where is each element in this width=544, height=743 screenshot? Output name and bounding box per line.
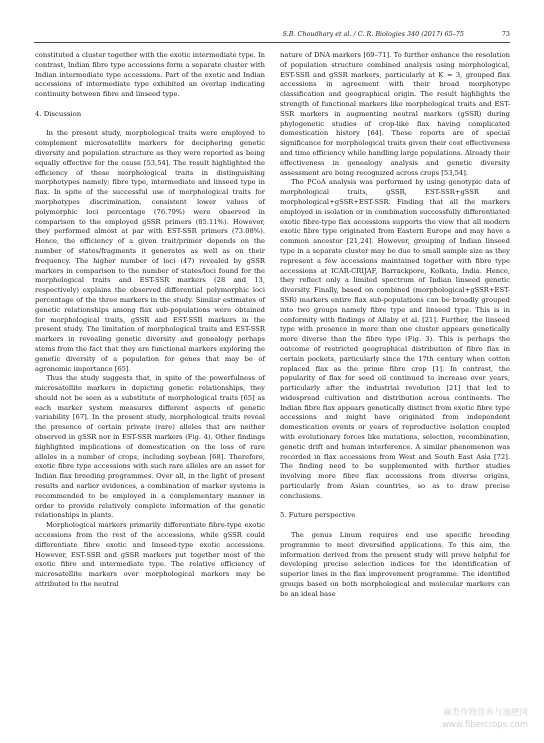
left-column xyxy=(35,51,265,590)
paragraph: The genus Linum requires end use specific breeding programme to meet diversified applications. To this aim, the information derived from the present study will prove helpful for developing precise selection indices for the identification of superior lines in the flax improvement programme. The identified groups based on both morphological and molecular markers can be an ideal base xyxy=(280,531,510,598)
paragraph: In the present study, morphological traits were employed to complement microsatellite markers for deciphering genetic diversity and population structure as they were reported as being equally effective for the cause [53,54]. The result highlighted the efficiency of these morphological traits in distinguishing morphotypes namely; fibre type, intermediate and linseed type in flax. In spite of the successful use of morphological traits for morphotypes discrimination, consistent lower values of polymorphic loci percentage (76.79%) were observed in comparison to the employed gSSR primers (85.11%). However, they performed almost at par with EST-SSR primers (73.08%). Hence, the efficiency of a given trait/primer depends on the number of states/fragments it generates as well as on their frequency. The higher number of loci (47) revealed by gSSR markers in comparison to the number of states/loci found for the morphological traits and EST-SSR markers (28 and 13, respectively) explains the observed differential polymorphic loci percentage of the three markers in the study. Similar estimates of genetic relationships among flax sub-populations were obtained for morphological traits, gSSR and EST-SSR markers in the present study. The limitation of morphological traits and EST-SSR markers in revealing genetic diversity and genealogy perhaps stems from the fact that they are functional markers exploring the genetic diversity of a population for genes that may be of agronomic importance [65]. xyxy=(35,129,265,373)
section-heading-future-perspective: 5. Future perspective xyxy=(280,511,356,520)
running-head xyxy=(34,30,510,42)
paragraph: Thus the study suggests that, in spite of the powerfulness of microsatellite markers in depicting genetic relationships, they should not be seen as a substitute of morphological traits [65] as each marker system measures different aspects of genetic variability [67]. In the present study, morphological traits reveal the presence of certain private (rare) alleles that are neither observed in gSSR nor in EST-SSR markers (Fig. 4). Other findings highlighted implications of domestication on the loss of rare alleles in a number of crops, including soybean [68]. Therefore, exotic fibre type accessions with such rare alleles are an asset for Indian flax breeding programmes. Over all, in the light of present results and earlier evidences, a combination of marker systems is recommended to be employed in a complementary manner in order to provide relatively complete information of the genetic relationships in plants. xyxy=(35,374,265,520)
paragraph: The PCoA analysis was performed by using genotypic data of morphological traits, gSSR, EST-SSR+gSSR and morphological+gSSR+EST-SSR. Finding that all the markers employed in isolation or in combination successfully differentiated exotic fibre-type flax accessions supports the view that all modern exotic fibre type originated from Eastern Europe and may have a common ancestor [21,24]. However, grouping of Indian linseed type in a separate cluster may be due to small sample size as they represent a few accessions maintained together with fibre type accessions at ICAR-CRIJAF, Barrackpore, Kolkata, India. Hence, they reflect only a limited spectrum of Indian linseed genetic diversity. Finally, based on combined (morphological+gSSR+EST-SSR) markers entire flax sub-populations can be broadly grouped into two groups namely fibre type and linseed type. This is in conformity with findings of Allaby et al. [21]. Further, the linseed type with presence in more than one cluster appears genetically more diverse than the fibre type (Fig. 3). This is perhaps the outcome of restricted geographical distribution of fibre flax in certain pockets, particularly since the 17th century when cotton replaced flax as the prime fibre crop [1]. In contrast, the popularity of flax for seed oil continued to increase over years, particularly after the industrial revolution [21] that led to widespread cultivation and distribution across continents. The Indian fibre flax appears genetically distinct from exotic fibre type accessions and might have originated from independent domestication events or years of reproductive isolation coupled with evolutionary forces like mutations, selection, recombination, genetic drift and human interference. A similar phenomenon was recorded in flax accessions from West and South East Asia [72]. The finding need to be supplemented with further studies involving more fibre flax accessions from diverse origins, particularly from Asian countries, so as to draw precise conclusions. xyxy=(280,178,510,500)
page-number: 73 xyxy=(501,30,510,38)
paragraph-continued: constituted a cluster together with the exotic intermediate type. In contrast, Indian fibre type accessions form a separate cluster with Indian intermediate type accessions. Part of the exotic and Indian accessions of intermediate type exhibited an overlap indicating continuity between fibre and linseed type. xyxy=(35,51,265,99)
paragraph-continued: nature of DNA markers [69–71]. To further enhance the resolution of population structure combined analysis using morphological, EST-SSR and gSSR markers, particularly at K = 3, grouped flax accessions in agreement with their broad morphotype classification and geographical origin. The result highlights the strength of functional markers like morphological traits and EST-SSR markers in augmenting neutral markers (gSSR) during phylogenetic studies of crop-like flax having complicated domestication history [64]. These reports are of special significance for morphological traits given their cost effectiveness and time efficiency while handling large populations. Already their effectiveness in genealogy analysis and genetic diversity assessment are being recognized across crops [53,54]. xyxy=(280,51,510,177)
section-heading-discussion: 4. Discussion xyxy=(35,109,82,118)
running-head-citation: S.B. Choudhary et al. / C. R. Biologies 340 (2017) 65–75 xyxy=(282,30,464,38)
right-column xyxy=(280,51,510,600)
watermark-line: 麻类作物营养与施肥网 xyxy=(442,708,528,718)
paragraph: Morphological markers primarily differentiate fibre-type exotic accessions from the rest of the accessions, while gSSR could differentiate fibre exotic and linseed-type exotic accessions. However, EST-SSR and gSSR markers put together most of the exotic fibre and intermediate type. The relative efficiency of microsatellite markers over morphological markers may be attributed to the neutral xyxy=(35,521,265,589)
header-rule xyxy=(34,42,510,43)
watermark-url: www.fibercrops.com xyxy=(442,720,528,730)
watermark xyxy=(442,707,528,731)
